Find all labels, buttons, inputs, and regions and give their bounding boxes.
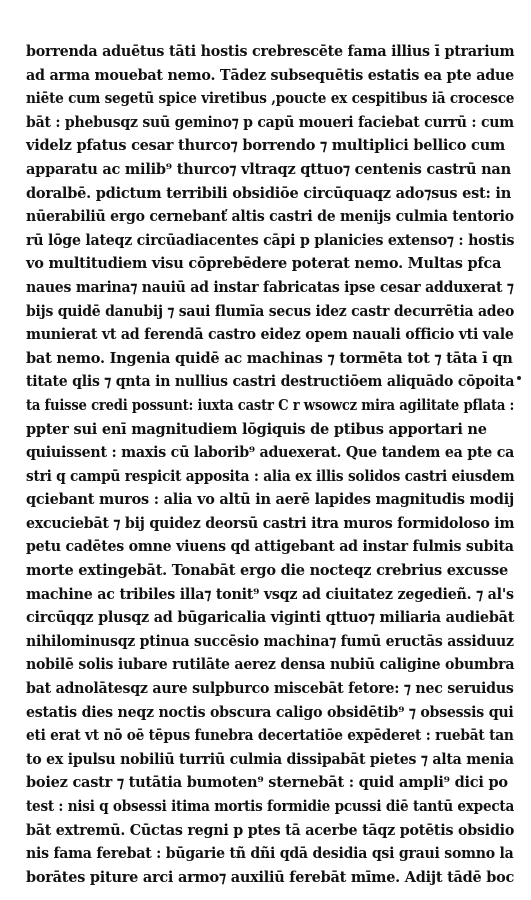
text-line: bijs quidē danubij ⁊ saui flumīa secus idez castr decurrētia adeo <box>26 302 515 320</box>
text-line: morte extingebāt. Tonabāt ergo die nocteqz crebrius excusse <box>26 562 508 580</box>
text-line: borātes piture arci armo⁊ auxiliū ferebāt mīme. Adijt tādē boc <box>26 868 515 886</box>
text-line: doralbē. pdictum terribili obsidiōe circūquaqz ado⁊sus est: in <box>26 184 512 202</box>
text-line: excuciebāt ⁊ bij quidez deorsū castri itra muros formidoloso im <box>26 514 515 532</box>
text-line: nobilē solis iubare rutilāte aerez densa nubiū caligine obumbra <box>26 656 515 674</box>
text-line: borrenda aduētus tāti hostis crebrescēte fama illius ī ptrarium <box>26 43 515 60</box>
text-line: to ex ipulsu nobiliū turriū culmia dissipabāt pietes ⁊ alta menia <box>26 750 514 768</box>
text-column <box>26 40 516 889</box>
text-line: ad arma mouebat nemo. Tādez subsequētis estatis ea pte adue <box>26 66 514 84</box>
text-line: ppter sui enī magnitudiem lōgiquis de ptibus apportari ne <box>26 420 487 438</box>
text-line: bāt extremū. Cūctas regni p ptes tā acerbe tāqz potētis obsidio <box>26 821 515 839</box>
text-line: niēte cum segetū spice viretibus ,poucte ex cespitibus iā crocesce <box>26 90 515 108</box>
text-line: bat nemo. Ingenia quidē ac machinas ⁊ tormēta tot ⁊ tāta ī qn <box>26 349 513 367</box>
text-line: machine ac tribiles illa⁊ tonit⁹ vsqz ad ciuitatez zegedieñ. ⁊ al's <box>26 585 514 603</box>
text-line: qciebant muros : alia vo altū in aerē lapides magnitudis modij <box>26 491 514 509</box>
text-line: nis fama ferebat : būgarie tñ dñi qdā desidia qsi graui somno la <box>26 845 514 863</box>
text-line: naues marina⁊ nauiū ad instar fabricatas ipse cesar adduxerat ⁊ <box>26 278 514 296</box>
text-line: rū lōge lateqz circūadiacentes cāpi p planicies extenso⁊ : hostis <box>26 231 515 249</box>
text-line: ta fuisse credi possunt: iuxta castr C r wsowcz mira agilitate pflata : <box>26 396 515 414</box>
text-line: vo multitudiem visu cōprebēdere poterat nemo. Multas pfca <box>26 255 502 273</box>
ink-speck <box>517 376 521 380</box>
text-line: boiez castr ⁊ tutātia bumoten⁹ sternebāt : quid ampli⁹ dici po <box>26 774 508 792</box>
text-line: titate qlis ⁊ qnta in nullius castri destructiōem aliquādo cōpoita <box>26 373 515 391</box>
text-line: bāt : phebusqz suū gemino⁊ p capū moueri faciebat currū : cum <box>26 113 514 131</box>
text-line: nūerabiliū ergo cernebanť altis castri de menijs culmia tentorio <box>26 208 514 226</box>
text-line: test : nisi q obsessi itima mortis formidie pcussi diē tantū expecta <box>26 798 515 815</box>
text-line: nihilominusqz ptinua succēsio machina⁊ fumū eructās assiduuz <box>26 632 514 650</box>
text-line: stri q campū respicit apposita : alia ex illis solidos castri eiusdem <box>26 467 515 485</box>
text-line: apparatu ac milib⁹ thurco⁊ vltraqz qttuo⁊ centenis castrū nan <box>26 160 511 178</box>
text-line: quiuissent : maxis cū laborib⁹ aduexerat. Que tandem ea pte ca <box>26 444 515 462</box>
text-line: videlz pfatus cesar thurco⁊ borrendo ⁊ multiplici bellico cum <box>26 137 506 155</box>
text-line: petu cadētes omne viuens qd attigebant ad instar fulmis subita <box>26 538 514 556</box>
text-line: circūqqz plusqz ad būgaricalia viginti qttuo⁊ miliaria audiebāt <box>26 609 515 627</box>
text-line: estatis dies neqz noctis obscura caligo obsidētib⁹ ⁊ obsessis qui <box>26 703 514 721</box>
text-line: eti erat vt nō oē tēpus funebra decertatiōe expēderet : ruebāt tan <box>26 727 514 745</box>
text-line: munierat vt ad ferendā castro eidez opem nauali officio vti vale <box>26 326 514 344</box>
text-line: bat adnolātesqz aure sulpburco miscebāt fetore: ⁊ nec seruidus <box>26 680 514 698</box>
